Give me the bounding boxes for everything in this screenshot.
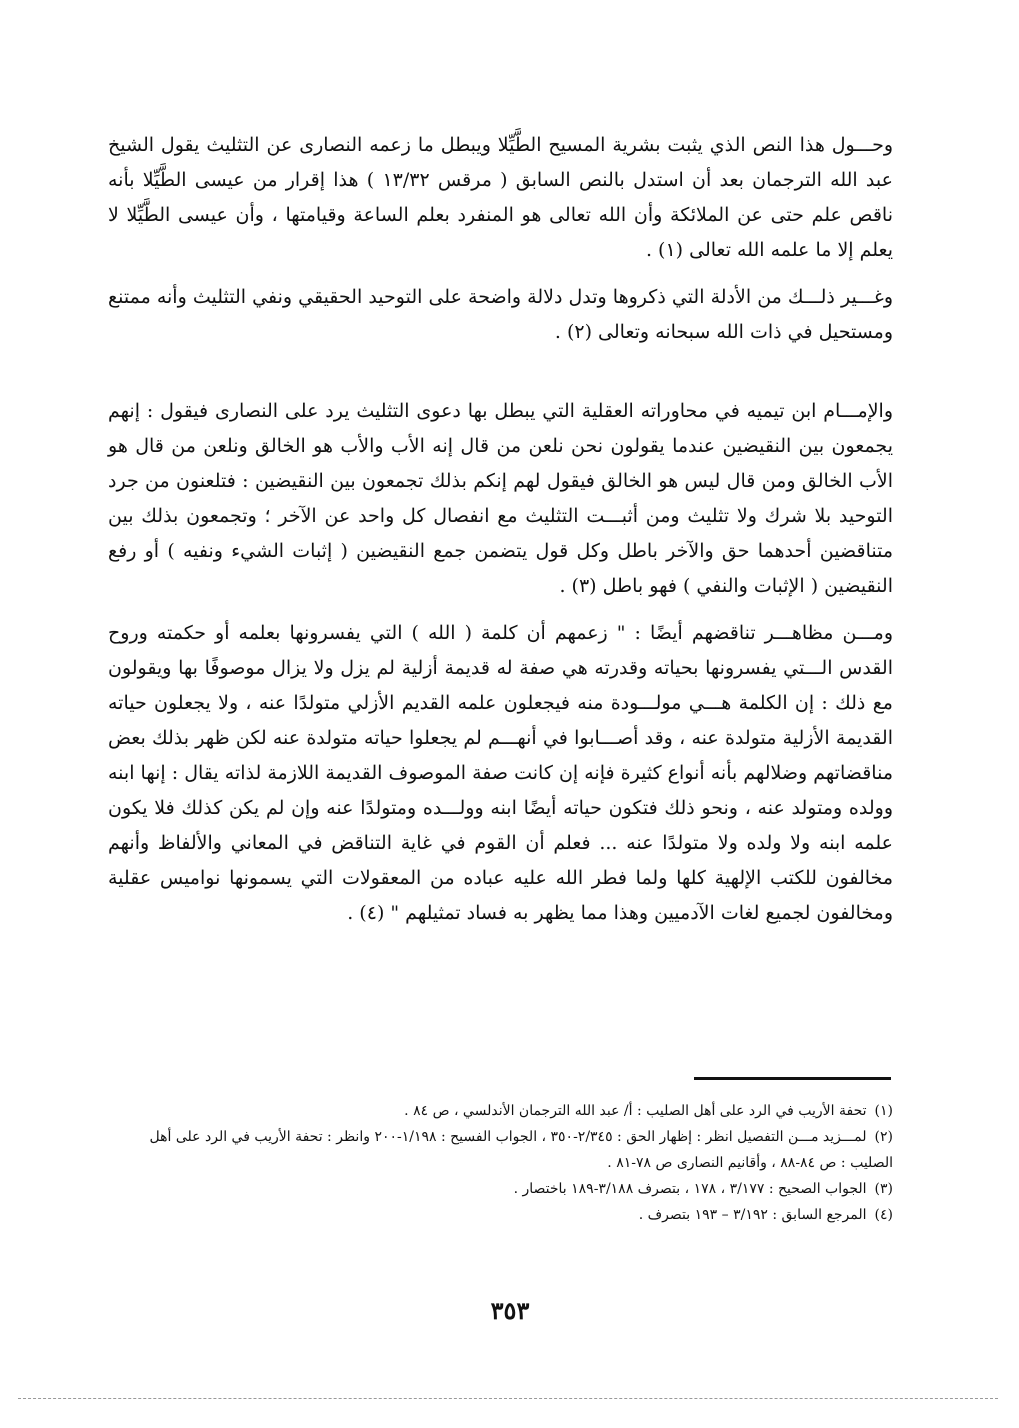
scan-edge-line [18, 1398, 998, 1399]
footnote-text: تحفة الأريب في الرد على أهل الصليب : أ/ عبد الله الترجمان الأندلسي ، ص ٨٤ . [404, 1103, 867, 1119]
footnote-text: الجواب الصحيح : ٣/١٧٧ ، ١٧٨ ، بتصرف ٣/١٨٨-١٨٩ باختصار . [513, 1181, 867, 1197]
page-number: ٣٥٣ [490, 1296, 530, 1325]
footnote-text: المرجع السابق : ٣/١٩٢ – ١٩٣ بتصرف . [638, 1207, 867, 1223]
paragraph-1: وحـــول هذا النص الذي يثبت بشرية المسيح الطَّيِّلا ويبطل ما زعمه النصارى عن التثليث يقول الشيخ عبد الله الترجمان بعد أن استدل بالنص السابق ( مرقس ١٣/٣٢ ) هذا إقرار من عيسى الطَّيِّلا بأنه ناقص علم حتى عن الملائكة وأن الله تعالى هو المنفرد بعلم الساعة وقيامتها ، وأن عيسى الطَّيِّلا لا يعلم إلا ما علمه الله تعالى (١) . [108, 134, 893, 261]
footnote-separator [694, 1077, 891, 1080]
footnote-number: (٢) [874, 1129, 893, 1145]
footnote-2 [108, 1124, 893, 1176]
footnote-3 [108, 1176, 893, 1202]
footnotes-list [108, 1098, 893, 1228]
paragraph-2: وغـــير ذلـــك من الأدلة التي ذكروها وتدل دلالة واضحة على التوحيد الحقيقي ونفي التثليث وأنه ممتنع ومستحيل في ذات الله سبحانه وتعالى (٢) . [108, 286, 893, 343]
footnote-1 [108, 1098, 893, 1124]
footnote-number: (٣) [874, 1181, 893, 1197]
footnote-number: (٤) [874, 1207, 893, 1223]
footnote-4 [108, 1202, 893, 1228]
footnote-number: (١) [874, 1103, 893, 1119]
paragraph-4: ومـــن مظاهـــر تناقضهم أيضًا : " زعمهم أن كلمة ( الله ) التي يفسرونها بعلمه أو حكمته وروح القدس الـــتي يفسرونها بحياته وقدرته هي صفة له قديمة أزلية لم يزل ولا يزال موصوفًا بها ويقولون مع ذلك : إن الكلمة هـــي مولـــودة منه فيجعلون علمه القديم الأزلي متولدًا عنه ، ولا يجعلون حياته القديمة الأزلية متولدة عنه ، وقد أصـــابوا في أنهـــم لم يجعلوا حياته متولدة عنه لكن ظهر بذلك بعض مناقضاتهم وضلالهم بأنه أنواع كثيرة فإنه إن كانت صفة الموصوف القديمة اللازمة لذاته يقال : إنها ابنه وولده ومتولد عنه ، ونحو ذلك فتكون حياته أيضًا ابنه وولـــده ومتولدًا عنه وإن لم يكن كذلك فلا يكون علمه ابنه ولا ولده ولا متولدًا عنه ... فعلم أن القوم في غاية التناقض في المعاني والألفاظ وأنهم مخالفون للكتب الإلهية كلها ولما فطر الله عليه عباده من المعقولات التي يسمونها نواميس عقلية ومخالفون لجميع لغات الآدميين وهذا مما يظهر به فساد تمثيلهم " (٤) . [108, 622, 894, 924]
footnote-text: لمـــزيد مـــن التفصيل انظر : إظهار الحق : ٢/٣٤٥-٣٥٠ ، الجواب الفسيح : ١/١٩٨-٢٠٠ وانظر : تحفة الأريب في الرد على أهل الصليب : ص ٨٤-٨٨ ، وأقانيم النصارى ص ٧٨-٨١ . [149, 1129, 893, 1171]
paragraph-3: والإمـــام ابن تيميه في محاوراته العقلية التي يبطل بها دعوى التثليث يرد على النصارى فيقول : إنهم يجمعون بين النقيضين عندما يقولون نحن نلعن من قال إنه الأب والأب هو الخالق ونلعن من قال هو الأب الخالق ومن قال ليس هو الخالق فيقول لهم إنكم بذلك تجمعون بين النقيضين : فتلعنون من جرد التوحيد بلا شرك ولا تثليث ومن أثبـــت التثليث مع انفصال كل واحد عن الآخر ؛ وتجمعون بذلك بين متناقضين أحدهما حق والآخر باطل وكل قول يتضمن جمع النقيضين ( إثبات الشيء ونفيه ) أو رفع النقيضين ( الإثبات والنفي ) فهو باطل (٣) . [108, 400, 893, 597]
